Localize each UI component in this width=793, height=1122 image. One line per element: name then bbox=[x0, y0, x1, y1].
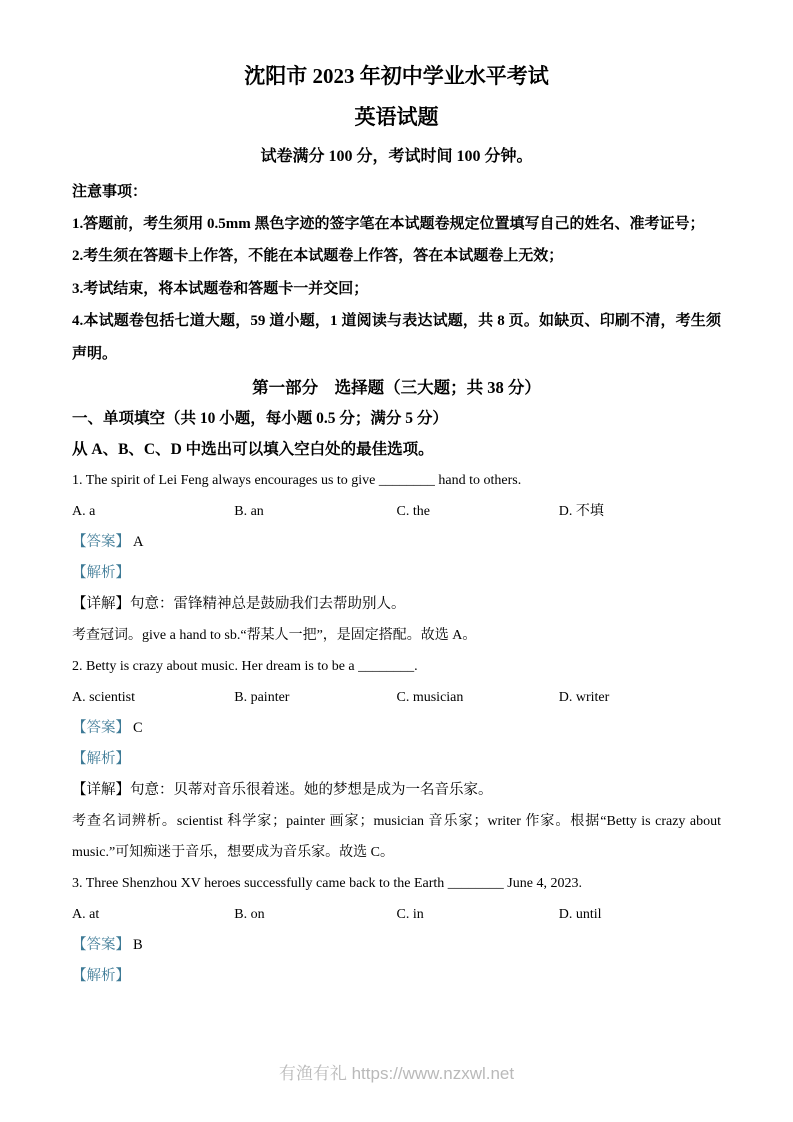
exam-title: 沈阳市 2023 年初中学业水平考试 bbox=[244, 64, 549, 88]
notice-item-1: 1.答题前，考生须用 0.5mm 黑色字迹的签字笔在本试题卷规定位置填写自己的姓名、准考证号； bbox=[72, 215, 705, 232]
option-a: A. at bbox=[72, 907, 100, 923]
answer-line bbox=[72, 713, 721, 744]
options-row bbox=[72, 682, 721, 713]
option-c: C. in bbox=[396, 907, 424, 923]
answer-line bbox=[72, 527, 721, 558]
options-row bbox=[72, 496, 721, 527]
detail-line bbox=[72, 775, 721, 806]
question-stem: 2. Betty is crazy about music. Her dream is to be a ________. bbox=[72, 659, 418, 675]
analysis-label: 【解析】 bbox=[72, 968, 130, 985]
exam-subtitle: 英语试题 bbox=[354, 104, 439, 129]
detail-text: 句意：贝蒂对音乐很着迷。她的梦想是成为一名音乐家。 bbox=[130, 782, 493, 799]
answer-line bbox=[72, 930, 721, 961]
option-d: D. 不填 bbox=[558, 504, 604, 520]
detail-label: 【详解】 bbox=[72, 596, 130, 613]
option-c: C. the bbox=[396, 504, 430, 520]
option-b: B. on bbox=[234, 907, 265, 923]
analysis-line bbox=[72, 961, 721, 992]
detail-text: 句意：雷锋精神总是鼓励我们去帮助别人。 bbox=[130, 596, 406, 613]
notice-item-4: 4.本试题卷包括七道大题，59 道小题，1 道阅读与表达试题，共 8 页。如缺页、印刷不清，考生须声明。 bbox=[72, 313, 721, 362]
detail-label: 【详解】 bbox=[72, 782, 130, 799]
section-instruction: 从 A、B、C、D 中选出可以填入空白处的最佳选项。 bbox=[72, 441, 434, 459]
answer-label: 【答案】 bbox=[72, 534, 130, 551]
option-d: D. until bbox=[558, 907, 602, 923]
answer-value: C bbox=[133, 720, 143, 737]
answer-label: 【答案】 bbox=[72, 720, 130, 737]
watermark: 有渔有礼 https://www.nzxwl.net bbox=[278, 1064, 515, 1084]
answer-label: 【答案】 bbox=[72, 937, 130, 954]
options-row bbox=[72, 899, 721, 930]
part-heading: 第一部分 选择题（三大题；共 38 分） bbox=[252, 378, 541, 398]
analysis-label: 【解析】 bbox=[72, 565, 130, 582]
option-c: C. musician bbox=[396, 690, 464, 706]
option-a: A. a bbox=[72, 504, 96, 520]
question-stem: 1. The spirit of Lei Feng always encourages us to give ________ hand to others. bbox=[72, 473, 522, 489]
option-d: D. writer bbox=[558, 690, 610, 706]
analysis-line bbox=[72, 558, 721, 589]
answer-value: B bbox=[133, 937, 143, 954]
analysis-line bbox=[72, 744, 721, 775]
notice-heading: 注意事项： bbox=[72, 183, 148, 200]
option-a: A. scientist bbox=[72, 690, 135, 706]
option-b: B. painter bbox=[234, 690, 290, 706]
answer-value: A bbox=[133, 534, 144, 551]
analysis-label: 【解析】 bbox=[72, 751, 130, 768]
question-block-2 bbox=[72, 651, 721, 868]
option-b: B. an bbox=[234, 504, 264, 520]
detail-line bbox=[72, 589, 721, 620]
exam-info: 试卷满分 100 分，考试时间 100 分钟。 bbox=[260, 148, 533, 166]
question-block-3 bbox=[72, 868, 721, 992]
notice-item-3: 3.考试结束，将本试题卷和答题卡一并交回； bbox=[72, 280, 369, 297]
explanation-text: 考查名词辨析。scientist 科学家；painter 画家；musician 音乐家；writer 作家。根据“Betty is crazy about music.”可知痴迷于音乐，想要成为音乐家。故选 C。 bbox=[72, 814, 721, 861]
question-stem: 3. Three Shenzhou XV heroes successfully came back to the Earth ________ June 4, 2023. bbox=[72, 876, 582, 892]
question-block-1 bbox=[72, 465, 721, 651]
section-heading: 一、单项填空（共 10 小题，每小题 0.5 分；满分 5 分） bbox=[72, 410, 448, 428]
explanation-text: 考查冠词。give a hand to sb.“帮某人一把”，是固定搭配。故选 A。 bbox=[72, 628, 477, 644]
notice-item-2: 2.考生须在答题卡上作答，不能在本试题卷上作答，答在本试题卷上无效； bbox=[72, 248, 564, 265]
